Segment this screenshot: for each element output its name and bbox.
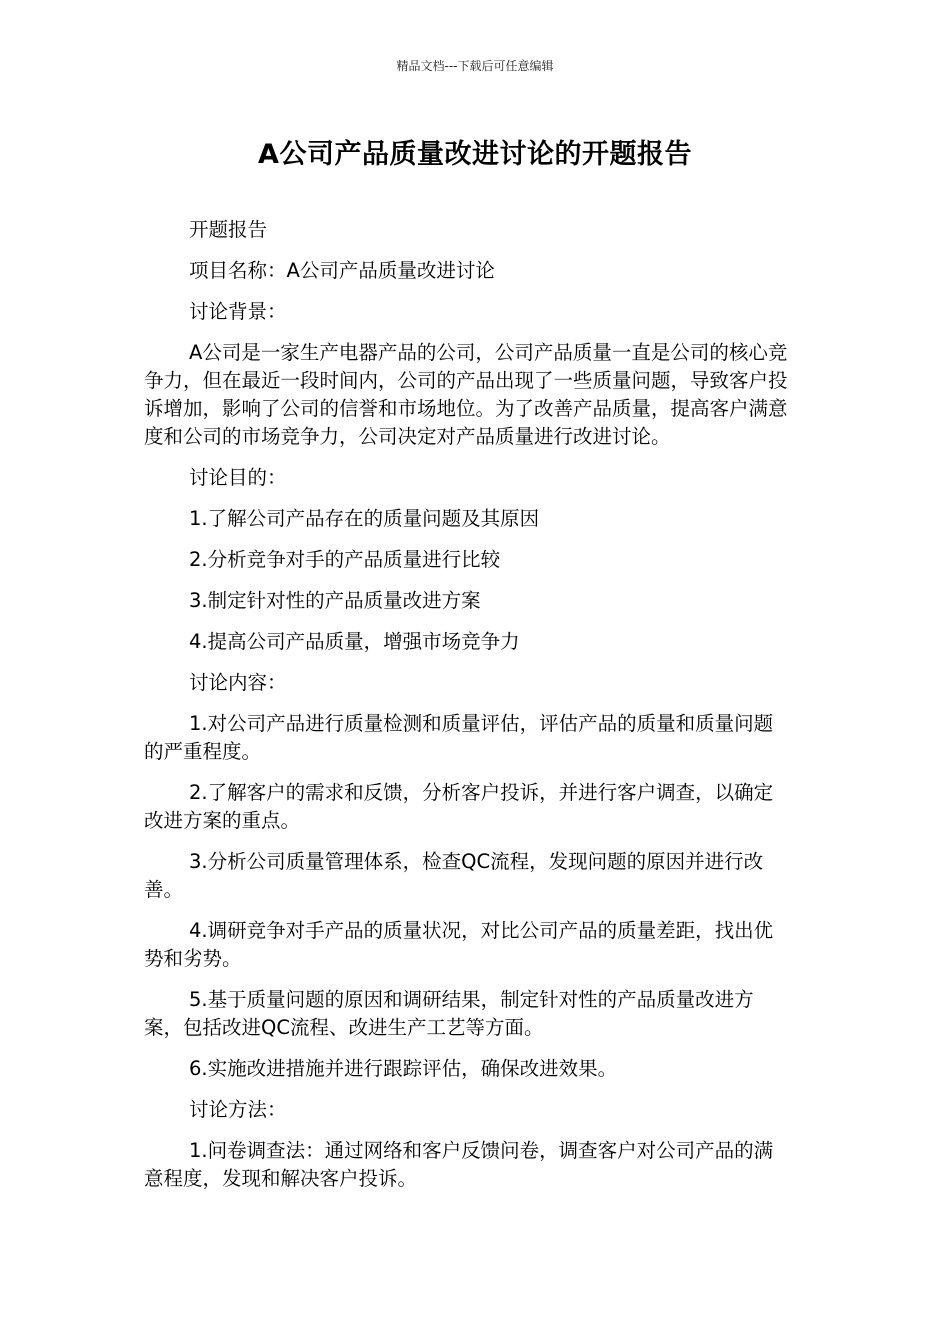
document-title: A公司产品质量改进讨论的开题报告 — [258, 139, 692, 170]
paragraph-purpose-item: 3.制定针对性的产品质量改进方案 — [189, 589, 481, 612]
paragraph-section-heading: 开题报告 — [189, 218, 268, 241]
paragraph-method-item: 1.问卷调查法：通过网络和客户反馈问卷，调查客户对公司产品的满意程度，发现和解决客户投诉。 — [144, 1139, 774, 1190]
paragraph-purpose-heading: 讨论目的： — [189, 466, 287, 489]
document-body — [144, 216, 792, 1206]
paragraph-project-name: 项目名称：A公司产品质量改进讨论 — [189, 259, 495, 282]
paragraph-background-heading: 讨论背景： — [189, 300, 287, 323]
paragraph-content-item: 3.分析公司质量管理体系，检查QC流程，发现问题的原因并进行改善。 — [144, 850, 764, 901]
paragraph-content-item: 6.实施改进措施并进行跟踪评估，确保改进效果。 — [189, 1057, 618, 1080]
page-header: 精品文档---下载后可任意编辑 — [396, 59, 554, 73]
paragraph-content-item: 4.调研竞争对手产品的质量状况，对比公司产品的质量差距，找出优势和劣势。 — [144, 919, 774, 970]
paragraph-content-item: 5.基于质量问题的原因和调研结果，制定针对性的产品质量改进方案，包括改进QC流程、改进生产工艺等方面。 — [144, 988, 754, 1039]
paragraph-purpose-item: 1.了解公司产品存在的质量问题及其原因 — [189, 507, 540, 530]
paragraph-content-item: 1.对公司产品进行质量检测和质量评估，评估产品的质量和质量问题的严重程度。 — [144, 712, 774, 763]
paragraph-background-text: A公司是一家生产电器产品的公司，公司产品质量一直是公司的核心竞争力，但在最近一段时间内，公司的产品出现了一些质量问题，导致客户投诉增加，影响了公司的信誉和市场地位。为了改善产品质量，提高客户满意度和公司的市场竞争力，公司决定对产品质量进行改进讨论。 — [144, 341, 788, 448]
paragraph-method-heading: 讨论方法： — [189, 1098, 287, 1121]
paragraph-content-heading: 讨论内容： — [189, 671, 287, 694]
paragraph-purpose-item: 4.提高公司产品质量，增强市场竞争力 — [189, 630, 520, 653]
paragraph-purpose-item: 2.分析竞争对手的产品质量进行比较 — [189, 548, 501, 571]
paragraph-content-item: 2.了解客户的需求和反馈，分析客户投诉，并进行客户调查，以确定改进方案的重点。 — [144, 781, 774, 832]
